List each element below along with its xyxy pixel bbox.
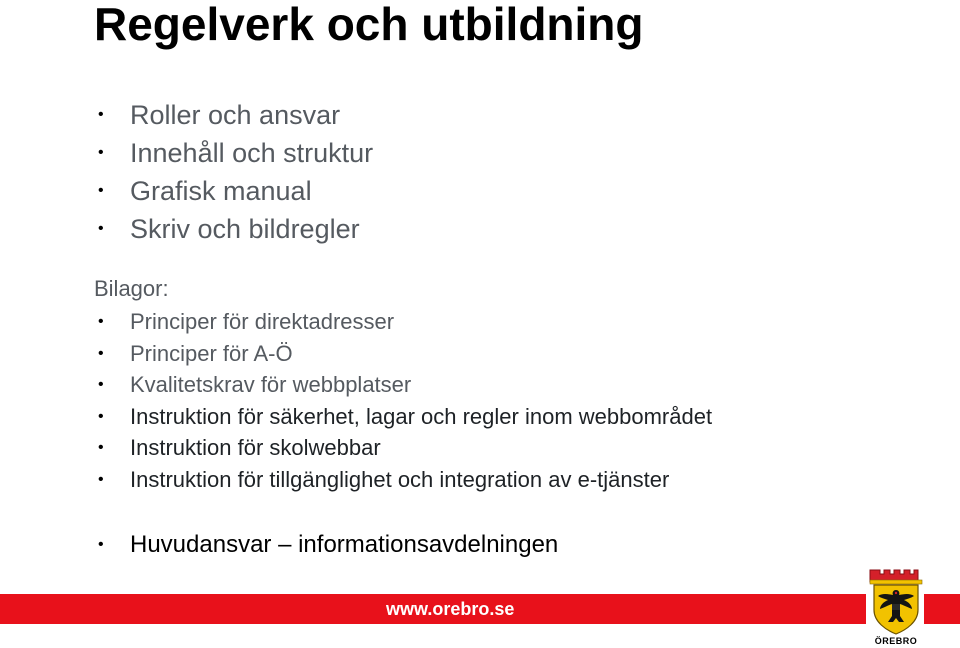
list-item [94, 172, 373, 210]
list-item [94, 401, 712, 433]
attachments-list [94, 306, 712, 496]
bullet-icon: • [98, 106, 104, 123]
bullet-icon: • [98, 376, 104, 394]
list-item-text: Grafisk manual [130, 176, 312, 206]
list-item [94, 432, 712, 464]
logo-text: ÖREBRO [874, 636, 918, 646]
attachments-label: Bilagor: [94, 276, 169, 301]
bullet-icon: • [98, 182, 104, 199]
responsibility-text: Huvudansvar – informationsavdelningen [130, 531, 559, 558]
bullet-icon: • [98, 144, 104, 161]
list-item-text: Innehåll och struktur [130, 138, 374, 168]
list-item [94, 210, 373, 248]
list-item-text: Skriv och bildregler [130, 214, 360, 244]
list-item-text: Roller och ansvar [130, 100, 341, 130]
bullet-icon: • [98, 344, 104, 362]
bullet-icon: • [98, 407, 104, 425]
list-item [94, 338, 712, 370]
website-url: www.orebro.se [386, 599, 515, 619]
slide-title: Regelverk och utbildning [94, 0, 644, 50]
responsibility-item [94, 528, 558, 562]
list-item [94, 306, 712, 338]
list-item-text: Instruktion för tillgänglighet och integration av e-tjänster [130, 466, 670, 492]
list-item [94, 369, 712, 401]
list-item-text: Instruktion för säkerhet, lagar och regler inom webbområdet [130, 403, 713, 429]
list-item-text: Instruktion för skolwebbar [130, 435, 381, 461]
list-item-text: Principer för A-Ö [130, 340, 293, 366]
bullet-icon: • [98, 470, 104, 488]
bullet-icon: • [98, 220, 104, 237]
main-bullet-list [94, 96, 373, 248]
bullet-icon: • [98, 313, 104, 330]
bullet-icon: • [98, 536, 104, 553]
list-item [94, 464, 712, 496]
list-item-text: Principer för direktadresser [130, 309, 395, 334]
list-item-text: Kvalitetskrav för webbplatser [130, 372, 412, 398]
coat-of-arms-graphic [866, 566, 926, 636]
footer-band-right [924, 594, 960, 624]
list-item [94, 134, 373, 172]
list-item [94, 96, 373, 134]
bullet-icon: • [98, 439, 104, 457]
orebro-coat-of-arms-icon [866, 566, 926, 648]
